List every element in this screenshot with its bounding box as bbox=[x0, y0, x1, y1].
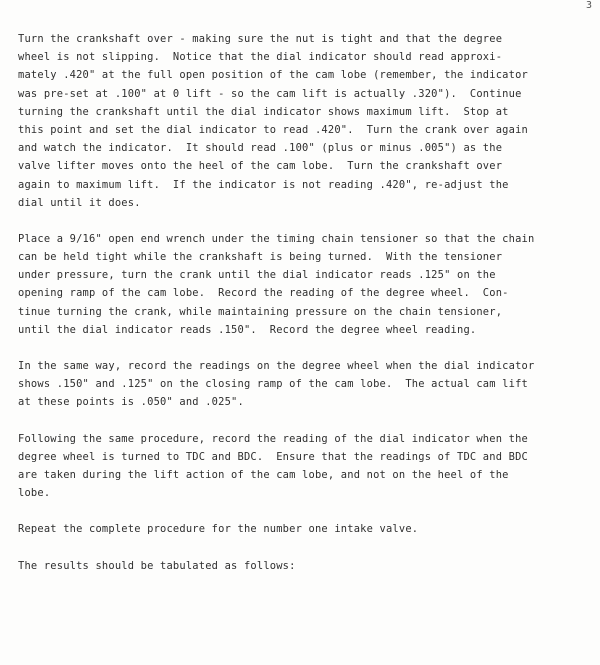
text-line: mately .420" at the full open position of the cam lobe (remember, the indicator bbox=[18, 69, 528, 82]
text-line: Place a 9/16" open end wrench under the timing chain tensioner so that the chain bbox=[18, 232, 535, 245]
paragraph-repeat-intake bbox=[18, 520, 578, 538]
text-line: until the dial indicator reads .150". Record the degree wheel reading. bbox=[18, 323, 477, 336]
text-line: tinue turning the crank, while maintaining pressure on the chain tensioner, bbox=[18, 305, 503, 318]
page-number: 3 bbox=[585, 0, 592, 11]
text-line: are taken during the lift action of the cam lobe, and not on the heel of the bbox=[18, 468, 509, 481]
text-line: The results should be tabulated as follows: bbox=[18, 559, 296, 572]
text-line: turning the crankshaft until the dial indicator shows maximum lift. Stop at bbox=[18, 105, 509, 118]
text-line: In the same way, record the readings on the degree wheel when the dial indicator bbox=[18, 360, 535, 372]
text-line: can be held tight while the crankshaft is being turned. With the tensioner bbox=[18, 251, 503, 264]
paragraph-tabulate-results bbox=[18, 557, 578, 575]
text-line: valve lifter moves onto the heel of the cam lobe. Turn the crankshaft over bbox=[18, 160, 503, 173]
paragraph-closing-ramp bbox=[18, 357, 578, 412]
text-line: opening ramp of the cam lobe. Record the reading of the degree wheel. Con- bbox=[18, 287, 509, 300]
text-line: Repeat the complete procedure for the number one intake valve. bbox=[18, 523, 419, 536]
text-line: wheel is not slipping. Notice that the dial indicator should read approxi- bbox=[18, 51, 503, 64]
text-line: this point and set the dial indicator to read .420". Turn the crank over again bbox=[18, 123, 528, 136]
text-line: was pre-set at .100" at 0 lift - so the cam lift is actually .320"). Continue bbox=[18, 87, 522, 100]
text-line: again to maximum lift. If the indicator is not reading .420", re-adjust the bbox=[18, 178, 509, 191]
text-line: under pressure, turn the crank until the dial indicator reads .125" on the bbox=[18, 269, 496, 282]
text-line: degree wheel is turned to TDC and BDC. Ensure that the readings of TDC and BDC bbox=[18, 450, 528, 463]
text-line: lobe. bbox=[18, 487, 51, 500]
text-line: Turn the crankshaft over - making sure the nut is tight and that the degree bbox=[18, 33, 503, 45]
paragraph-crankshaft-check bbox=[18, 30, 578, 212]
text-line: at these points is .050" and .025". bbox=[18, 396, 244, 409]
paragraph-chain-tensioner bbox=[18, 230, 578, 339]
text-line: Following the same procedure, record the reading of the dial indicator when the bbox=[18, 432, 528, 445]
text-line: dial until it does. bbox=[18, 196, 141, 209]
document-body bbox=[18, 30, 578, 575]
paragraph-tdc-bdc bbox=[18, 430, 578, 503]
text-line: and watch the indicator. It should read .100" (plus or minus .005") as the bbox=[18, 142, 503, 155]
text-line: shows .150" and .125" on the closing ramp of the cam lobe. The actual cam lift bbox=[18, 378, 528, 391]
